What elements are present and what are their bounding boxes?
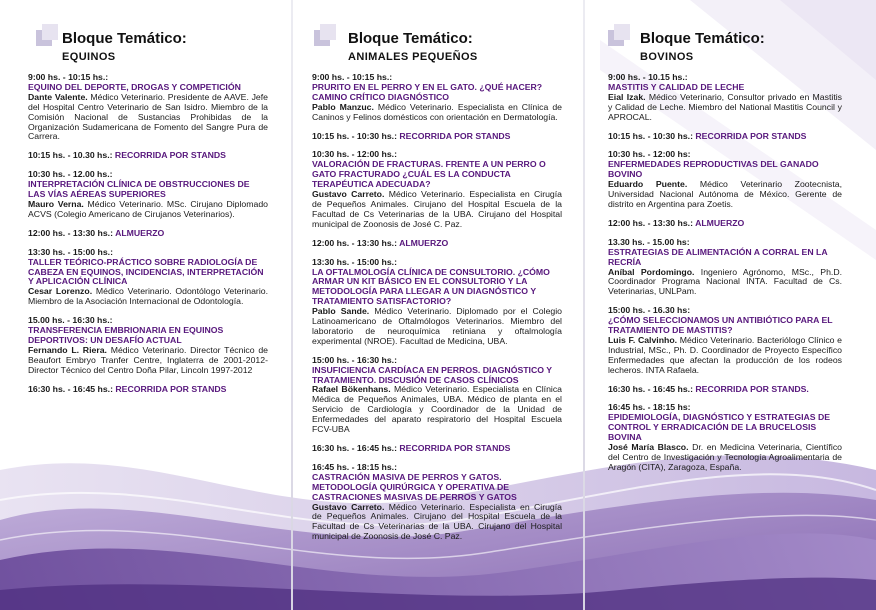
- schedule-item: [28, 316, 268, 375]
- speaker-bio: Ingeniero Agrónomo, MSc., Ph.D. Coordinador Programa Nacional INTA. Facultad de Cs. Veterinarias, UNLPam.: [608, 266, 843, 297]
- schedule-list: [608, 73, 842, 482]
- item-label: RECORRIDA POR STANDS: [115, 383, 227, 394]
- item-time: 10:15 hs. - 10.30 hs.:: [28, 150, 115, 161]
- square-logo-icon: [314, 24, 336, 46]
- panel-animales-pequenos: [292, 0, 584, 610]
- schedule-item: [312, 356, 562, 435]
- item-title: ¿CÓMO SELECCIONAMOS UN ANTIBIÓTICO PARA EL TRATAMIENTO DE MASTITIS?: [608, 315, 833, 336]
- speaker-name: Mauro Verna.: [28, 198, 84, 209]
- item-description: [608, 93, 842, 123]
- item-label: RECORRIDA POR STANDS: [695, 130, 807, 141]
- item-description: [608, 336, 842, 376]
- item-time: 15:00 hs. - 16:30 hs.:: [312, 354, 397, 365]
- schedule-item: [608, 132, 842, 142]
- speaker-name: Gustavo Carreto.: [312, 501, 385, 512]
- item-time: 13.30 hs. - 15.00 hs:: [608, 236, 690, 247]
- schedule-item: [608, 73, 842, 123]
- item-title: TRANSFERENCIA EMBRIONARIA EN EQUINOS DEPORTIVOS: UN DESAFÍO ACTUAL: [28, 325, 224, 345]
- item-title: INSUFICIENCIA CARDÍACA EN PERROS. DIAGNÓSTICO Y TRATAMIENTO. DISCUSIÓN DE CASOS CLÍNICOS: [312, 364, 552, 385]
- item-time: 10:30 hs. - 12:00 hs:: [608, 149, 691, 160]
- item-description: [608, 268, 842, 298]
- schedule-item: [312, 132, 562, 142]
- schedule-item: [608, 385, 842, 395]
- item-title: PRURITO EN EL PERRO Y EN EL GATO. ¿QUÉ HACER? CAMINO CRÍTICO DIAGNÓSTICO: [312, 81, 543, 102]
- item-time: 16:45 hs. - 18:15 hs:: [608, 402, 691, 413]
- item-time: 9:00 hs. - 10.15 hs.:: [608, 72, 688, 82]
- item-title: EQUINO DEL DEPORTE, DROGAS Y COMPETICIÓN: [28, 81, 241, 92]
- schedule-item: [28, 151, 268, 161]
- speaker-bio: Médico Veterinario. Director Técnico de Beaufort Embryo Tranfer Centre, Inglaterra de 2001-2012- Director Técnico del Centro Doña Pilar, Lincoln 1997-2012: [28, 344, 268, 375]
- item-time: 9:00 hs. - 10:15 hs.:: [28, 72, 109, 82]
- item-time: 16:30 hs. - 16:45 hs.:: [28, 383, 116, 394]
- item-description: [28, 200, 268, 220]
- schedule-item: [608, 403, 842, 472]
- speaker-bio: Médico Veterinario. MSc. Cirujano Diplomado ACVS (Colegio Americano de Cirujanos Veterinarios).: [28, 198, 268, 219]
- square-logo-icon: [608, 24, 630, 46]
- item-title: LA OFTALMOLOGÍA CLÍNICA DE CONSULTORIO. ¿CÓMO ARMAR UN KIT BÁSICO EN EL CONSULTORIO Y LA METODOLOGÍA PARA LLEGAR A UN DIAGNÓSTICO Y TRATAMIENTO SATISFACTORIO?: [312, 266, 550, 307]
- item-time: 13:30 hs. - 15:00 hs.:: [312, 256, 397, 267]
- speaker-bio: Médico Veterinario Zootecnista, Universidad Nacional Autónoma de México. Gerente de distrito en Argentina para Zoetis.: [608, 179, 842, 209]
- item-label: ALMUERZO: [115, 227, 165, 238]
- schedule-item: [608, 238, 842, 297]
- speaker-name: Fernando L. Riera.: [28, 344, 107, 355]
- item-title: ENFERMEDADES REPRODUCTIVAS DEL GANADO BOVINO: [608, 159, 819, 180]
- item-title: CASTRACIÓN MASIVA DE PERROS Y GATOS. METODOLOGÍA QUIRÚRGICA Y OPERATIVA DE CASTRACIONES MASIVAS DE PERROS Y GATOS: [312, 471, 517, 502]
- item-time: 15:00 hs. - 16.30 hs:: [608, 305, 691, 316]
- schedule-item: [608, 306, 842, 375]
- schedule-item: [28, 73, 268, 142]
- item-description: [608, 443, 842, 473]
- speaker-bio: Médico Veterinario, Consultor privado en Mastitis y Calidad de Leche. Miembro del National Mastitis Council y APROCAL.: [608, 91, 843, 122]
- item-label: ALMUERZO: [399, 237, 449, 248]
- panel-heading: Bloque Temático:: [348, 30, 473, 47]
- speaker-bio: Médico Veterinario. Bacteriólogo Clínico e Industrial, MSc., Ph. D. Coordinador de Proyecto Específico Enfermedades que afectan la producción de los rodeos lecheros. INTA Rafaela.: [608, 334, 842, 375]
- speaker-bio: Médico Veterinario. Presidente de AAVE. Jefe del Hospital Centro Veterinario de San Isidro. Miembro de la Comisión Nacional de Sustancias Prohibidas de la Organización Sudamericana de Fomento del Sangre Pura de Carrera.: [28, 91, 268, 142]
- item-time: 10:15 hs. - 10:30 hs.:: [312, 130, 400, 141]
- item-label: RECORRIDA POR STANDS: [399, 443, 511, 453]
- item-time: 16:45 hs. - 18:15 hs.:: [312, 461, 397, 472]
- item-label: ALMUERZO: [695, 217, 745, 228]
- panel-header: [62, 30, 187, 64]
- schedule-item: [312, 258, 562, 347]
- speaker-bio: Médico Veterinario. Especialista en Clínica Médica de Pequeños Animales, UBA. Médico de planta en el Servicio de Cardiología y Coordinador de la Unidad de Enfermedades del aparato respiratorio del Hospital Escuela FCV-UBA: [312, 384, 563, 435]
- panel-heading: Bloque Temático:: [640, 30, 765, 47]
- schedule-item: [608, 150, 842, 209]
- speaker-name: Dante Valente.: [28, 91, 88, 102]
- item-time: 15.00 hs. - 16:30 hs.:: [28, 315, 113, 326]
- panel-subtitle: EQUINOS: [62, 51, 116, 63]
- speaker-bio: Médico Veterinario. Especialista en Clínica de Caninos y Felinos domésticos con orientación en Dermatología.: [312, 101, 563, 122]
- schedule-item: [312, 463, 562, 542]
- speaker-name: José María Blasco.: [608, 442, 689, 453]
- schedule-item: [28, 385, 268, 395]
- panel-bovinos: [584, 0, 876, 610]
- speaker-name: Luis F. Calvinho.: [608, 334, 678, 345]
- schedule-item: [28, 248, 268, 307]
- speaker-bio: Médico Veterinario. Especialista en Cirugía de Pequeños Animales. Cirujano del Hospital Escuela de la Facultad de Cs Veterinarias de la UBA. Cirujano del Hospital municipal de Zoonosis de José C. Paz.: [312, 501, 563, 542]
- item-label: RECORRIDA POR STANDS.: [695, 383, 809, 394]
- speaker-name: Pablo Sande.: [312, 306, 370, 317]
- schedule-list: [312, 73, 562, 551]
- panel-subtitle: BOVINOS: [640, 51, 694, 63]
- item-time: 9:00 hs. - 10:15 hs.:: [312, 72, 393, 82]
- item-time: 10:30 hs. - 12:00 hs.:: [312, 149, 397, 160]
- speaker-name: Eduardo Puente.: [608, 179, 688, 190]
- schedule-item: [28, 229, 268, 239]
- panel-subtitle: ANIMALES PEQUEÑOS: [348, 51, 478, 63]
- schedule-item: [312, 444, 562, 454]
- item-time: 13:30 hs. - 15:00 hs.:: [28, 246, 113, 257]
- panel-header: [640, 30, 765, 64]
- panel-heading: Bloque Temático:: [62, 30, 187, 47]
- speaker-bio: Dr. en Medicina Veterinaria, Científico del Centro de Investigación y Tecnología Agroalimentaria de Aragón (CITA), Zaragoza, España.: [608, 442, 842, 472]
- item-description: [312, 190, 562, 230]
- item-description: [312, 503, 562, 543]
- item-time: 12:00 hs. - 13:30 hs.:: [312, 237, 400, 248]
- schedule-item: [312, 239, 562, 249]
- item-description: [312, 103, 562, 123]
- speaker-name: Cesar Lorenzo.: [28, 286, 93, 297]
- item-time: 10:15 hs. - 10:30 hs.:: [608, 130, 696, 141]
- speaker-name: Rafael Bökenhans.: [312, 384, 391, 395]
- schedule-item: [608, 219, 842, 229]
- item-time: 16:30 hs. - 16:45 hs.:: [312, 443, 400, 453]
- item-description: [28, 346, 268, 376]
- item-time: 12:00 hs. - 13:30 hs.:: [28, 227, 116, 238]
- schedule-list: [28, 73, 268, 403]
- speaker-name: Eial Izak.: [608, 91, 646, 102]
- item-time: 10:30 hs. - 12.00 hs.:: [28, 169, 113, 180]
- item-title: INTERPRETACIÓN CLÍNICA DE OBSTRUCCIONES DE LAS VÍAS AÉREAS SUPERIORES: [28, 179, 250, 200]
- item-title: MASTITIS Y CALIDAD DE LECHE: [608, 81, 745, 92]
- item-description: [312, 385, 562, 435]
- speaker-bio: Médico Veterinario. Diplomado por el Colegio Latinoamericano de Oftalmólogos Veterinarios. Miembro del laboratorio de neuroquímica retiniana y oftalmología experimental (NROE). Facultad de Medicina, UBA.: [312, 306, 562, 346]
- speaker-bio: Médico Veterinario. Especialista en Cirugía de Pequeños Animales. Cirujano del Hospital Escuela de la Facultad de Cs Veterinarias de la UBA. Cirujano del Hospital municipal de Zoonosis de José C. Paz.: [312, 189, 563, 229]
- item-title: ESTRATEGIAS DE ALIMENTACIÓN A CORRAL EN LA RECRÍA: [608, 246, 828, 267]
- item-label: RECORRIDA POR STANDS: [114, 150, 226, 161]
- item-title: VALORACIÓN DE FRACTURAS. FRENTE A UN PERRO O GATO FRACTURADO ¿CUÁL ES LA CONDUCTA TERAPÉUTICA ADECUADA?: [312, 159, 546, 190]
- schedule-item: [312, 73, 562, 123]
- item-time: 16:30 hs. - 16:45 hs.:: [608, 383, 696, 394]
- item-description: [608, 180, 842, 210]
- schedule-item: [28, 170, 268, 220]
- panel-header: [348, 30, 478, 64]
- speaker-bio: Médico Veterinario. Odontólogo Veterinario. Miembro de la Asociación Internacional de Odontología.: [28, 286, 268, 307]
- item-description: [28, 93, 268, 143]
- item-time: 12:00 hs. - 13:30 hs.:: [608, 217, 696, 228]
- speaker-name: Gustavo Carreto.: [312, 189, 385, 200]
- square-logo-icon: [36, 24, 58, 46]
- item-description: [28, 287, 268, 307]
- item-title: TALLER TEÓRICO-PRÁCTICO SOBRE RADIOLOGÍA DE CABEZA EN EQUINOS, INCIDENCIAS, INTERPRETACIÓN Y APLICACIÓN CLÍNICA: [28, 256, 264, 287]
- schedule-item: [312, 150, 562, 229]
- item-title: EPIDEMIOLOGÍA, DIAGNÓSTICO Y ESTRATEGIAS DE CONTROL Y ERRADICACIÓN DE LA BRUCELOSIS BOVINA: [608, 412, 831, 443]
- speaker-name: Pablo Manzuc.: [312, 101, 374, 112]
- item-label: RECORRIDA POR STANDS: [399, 130, 511, 141]
- panel-equinos: [0, 0, 292, 610]
- item-description: [312, 307, 562, 347]
- speaker-name: Aníbal Pordomingo.: [608, 266, 695, 277]
